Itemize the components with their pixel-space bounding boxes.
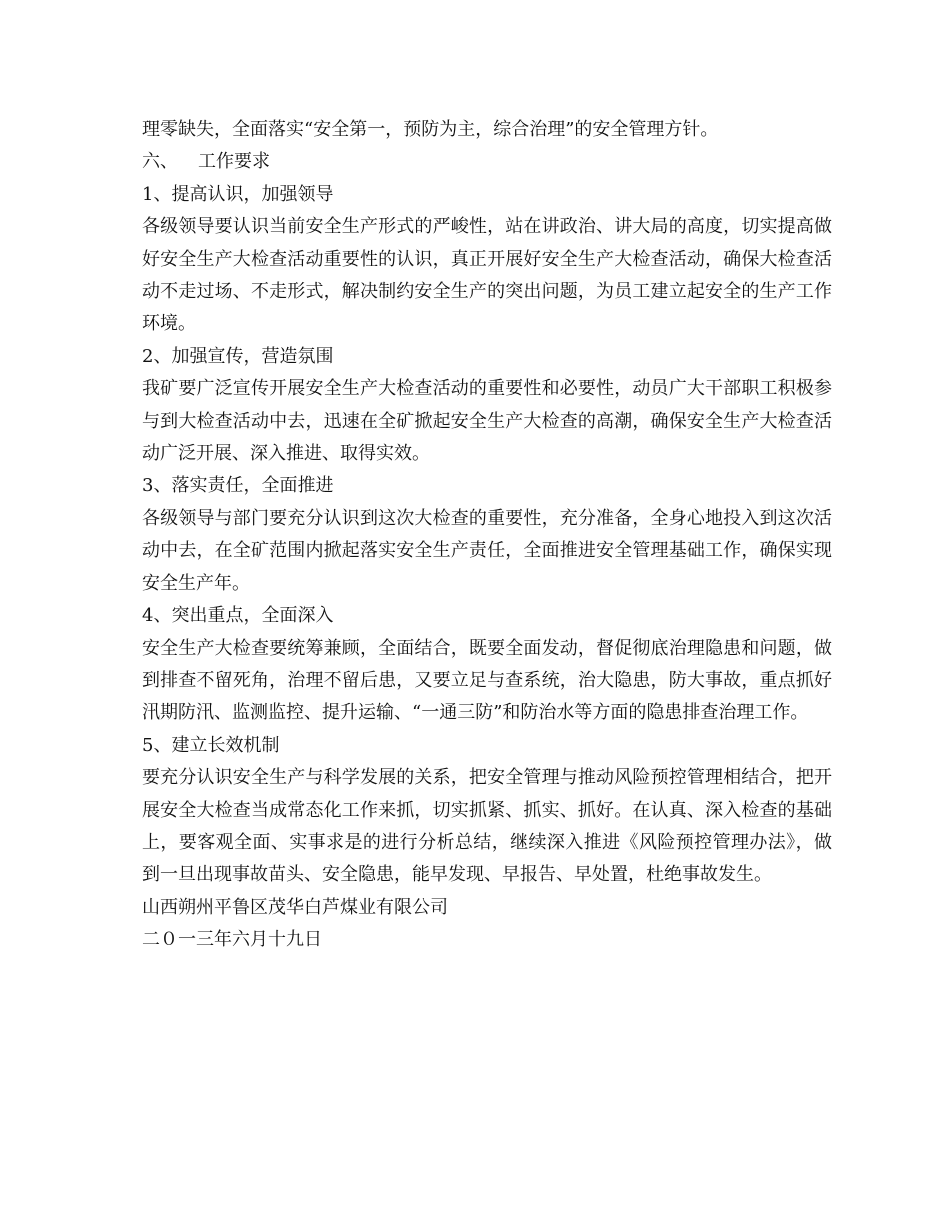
signature-company: 山西朔州平鲁区茂华白芦煤业有限公司 xyxy=(142,896,448,918)
subheading-2: 2、加强宣传，营造氛围 xyxy=(142,345,334,367)
paragraph-2: 我矿要广泛宣传开展安全生产大检查活动的重要性和必要性，动员广大干部职工积极参与到大检查活动中去，迅速在全矿掀起安全生产大检查的高潮，确保安全生产大检查活动广泛开展、深入推进、取得实效。 xyxy=(142,378,832,465)
subheading-1: 1、提高认识，加强领导 xyxy=(142,183,334,205)
section-heading-work-requirements xyxy=(142,146,832,178)
paragraph-5: 要充分认识安全生产与科学发展的关系，把安全管理与推动风险预控管理相结合，把开展安全大检查当成常态化工作来抓，切实抓紧、抓实、抓好。在认真、深入检查的基础上，要客观全面、实事求是的进行分析总结，继续深入推进《风险预控管理办法》，做到一旦出现事故苗头、安全隐患，能早发现、早报告、早处置，杜绝事故发生。 xyxy=(142,767,832,886)
section-number: 六、 xyxy=(142,151,178,173)
paragraph-1: 各级领导要认识当前安全生产形式的严峻性，站在讲政治、讲大局的高度，切实提高做好安全生产大检查活动重要性的认识，真正开展好安全生产大检查活动，确保大检查活动不走过场、不走形式，解决制约安全生产的突出问题，为员工建立起安全的生产工作环境。 xyxy=(142,216,832,335)
document-body xyxy=(142,114,832,957)
section-title: 工作要求 xyxy=(198,151,270,173)
subheading-5: 5、建立长效机制 xyxy=(142,734,280,756)
subheading-3: 3、落实责任，全面推进 xyxy=(142,475,334,497)
paragraph-3: 各级领导与部门要充分认识到这次大检查的重要性，充分准备，全身心地投入到这次活动中去，在全矿范围内掀起落实安全生产责任，全面推进安全管理基础工作，确保实现安全生产年。 xyxy=(142,507,832,594)
subheading-4: 4、突出重点，全面深入 xyxy=(142,605,334,627)
paragraph-4: 安全生产大检查要统筹兼顾，全面结合，既要全面发动，督促彻底治理隐患和问题，做到排查不留死角，治理不留后患，又要立足与查系统，治大隐患，防大事故，重点抓好汛期防汛、监测监控、提升运输、“一通三防”和防治水等方面的隐患排查治理工作。 xyxy=(142,637,832,724)
paragraph-intro-continuation: 理零缺失，全面落实“安全第一，预防为主，综合治理”的安全管理方针。 xyxy=(142,119,719,140)
signature-date: 二０一三年六月十九日 xyxy=(142,929,322,951)
